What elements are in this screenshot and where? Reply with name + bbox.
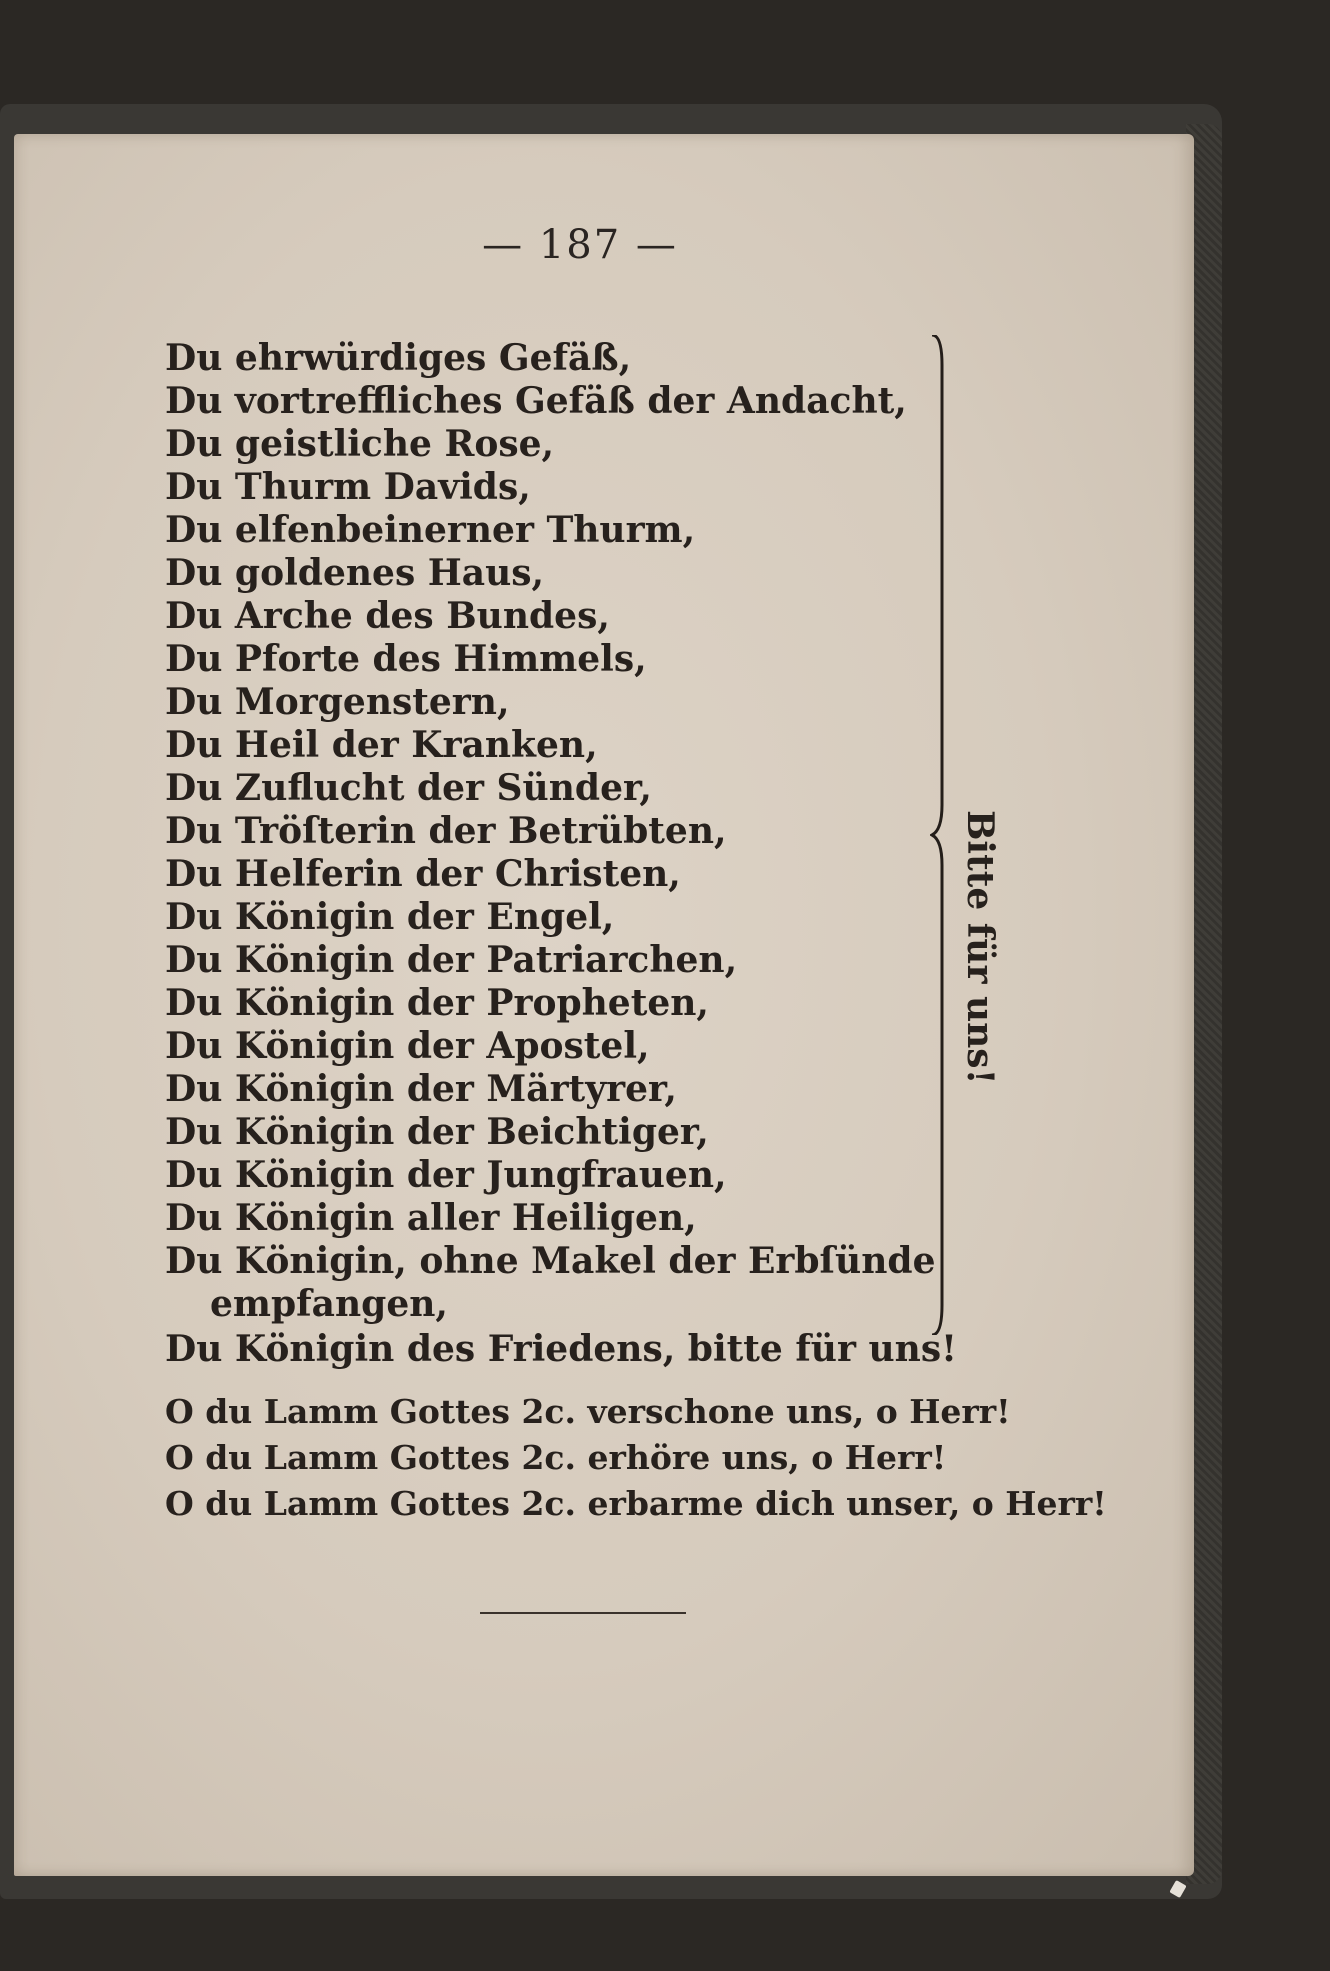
litany-line: Du elfenbeinerner Thurm, [165, 509, 696, 551]
litany-line: Du Königin der Jungfrauen, [165, 1154, 727, 1196]
page-number: — 187 — [482, 222, 678, 268]
litany-line: Du goldenes Haus, [165, 552, 545, 594]
litany-line: Du geistliche Rose, [165, 423, 555, 465]
litany-line: Du Morgenstern, [165, 681, 510, 723]
response-brace [930, 335, 944, 1335]
litany-line: empfangen, [210, 1283, 448, 1325]
litany-line: Du Königin der Propheten, [165, 982, 709, 1024]
litany-line: Du vortreffliches Gefäß der Andacht, [165, 380, 907, 422]
litany-line: Du Zuflucht der Sünder, [165, 767, 652, 809]
closing-line: O du Lamm Gottes 2c. verschone uns, o Herr! [165, 1392, 1011, 1431]
litany-line: Du Königin, ohne Makel der Erbſünde [165, 1240, 936, 1282]
response-label [950, 810, 1010, 890]
litany-line: Du Königin der Beichtiger, [165, 1111, 709, 1153]
litany-line: Du Thurm Davids, [165, 466, 531, 508]
litany-line: Du Königin des Friedens, bitte für uns! [165, 1328, 957, 1370]
end-rule [480, 1612, 686, 1614]
litany-line: Du ehrwürdiges Gefäß, [165, 337, 632, 379]
closing-line: O du Lamm Gottes 2c. erbarme dich unser, o Herr! [165, 1484, 1107, 1523]
litany-line: Du Königin der Apostel, [165, 1025, 650, 1067]
litany-line: Du Tröſterin der Betrübten, [165, 810, 727, 852]
litany-line: Du Königin der Märtyrer, [165, 1068, 677, 1110]
litany-line: Du Königin der Patriarchen, [165, 939, 738, 981]
litany-line: Du Arche des Bundes, [165, 595, 610, 637]
litany-line: Du Helferin der Christen, [165, 853, 681, 895]
litany-line: Du Königin aller Heiligen, [165, 1197, 697, 1239]
closing-line: O du Lamm Gottes 2c. erhöre uns, o Herr! [165, 1438, 947, 1477]
litany-line: Du Heil der Kranken, [165, 724, 598, 766]
litany-line: Du Pforte des Himmels, [165, 638, 647, 680]
litany-line: Du Königin der Engel, [165, 896, 615, 938]
